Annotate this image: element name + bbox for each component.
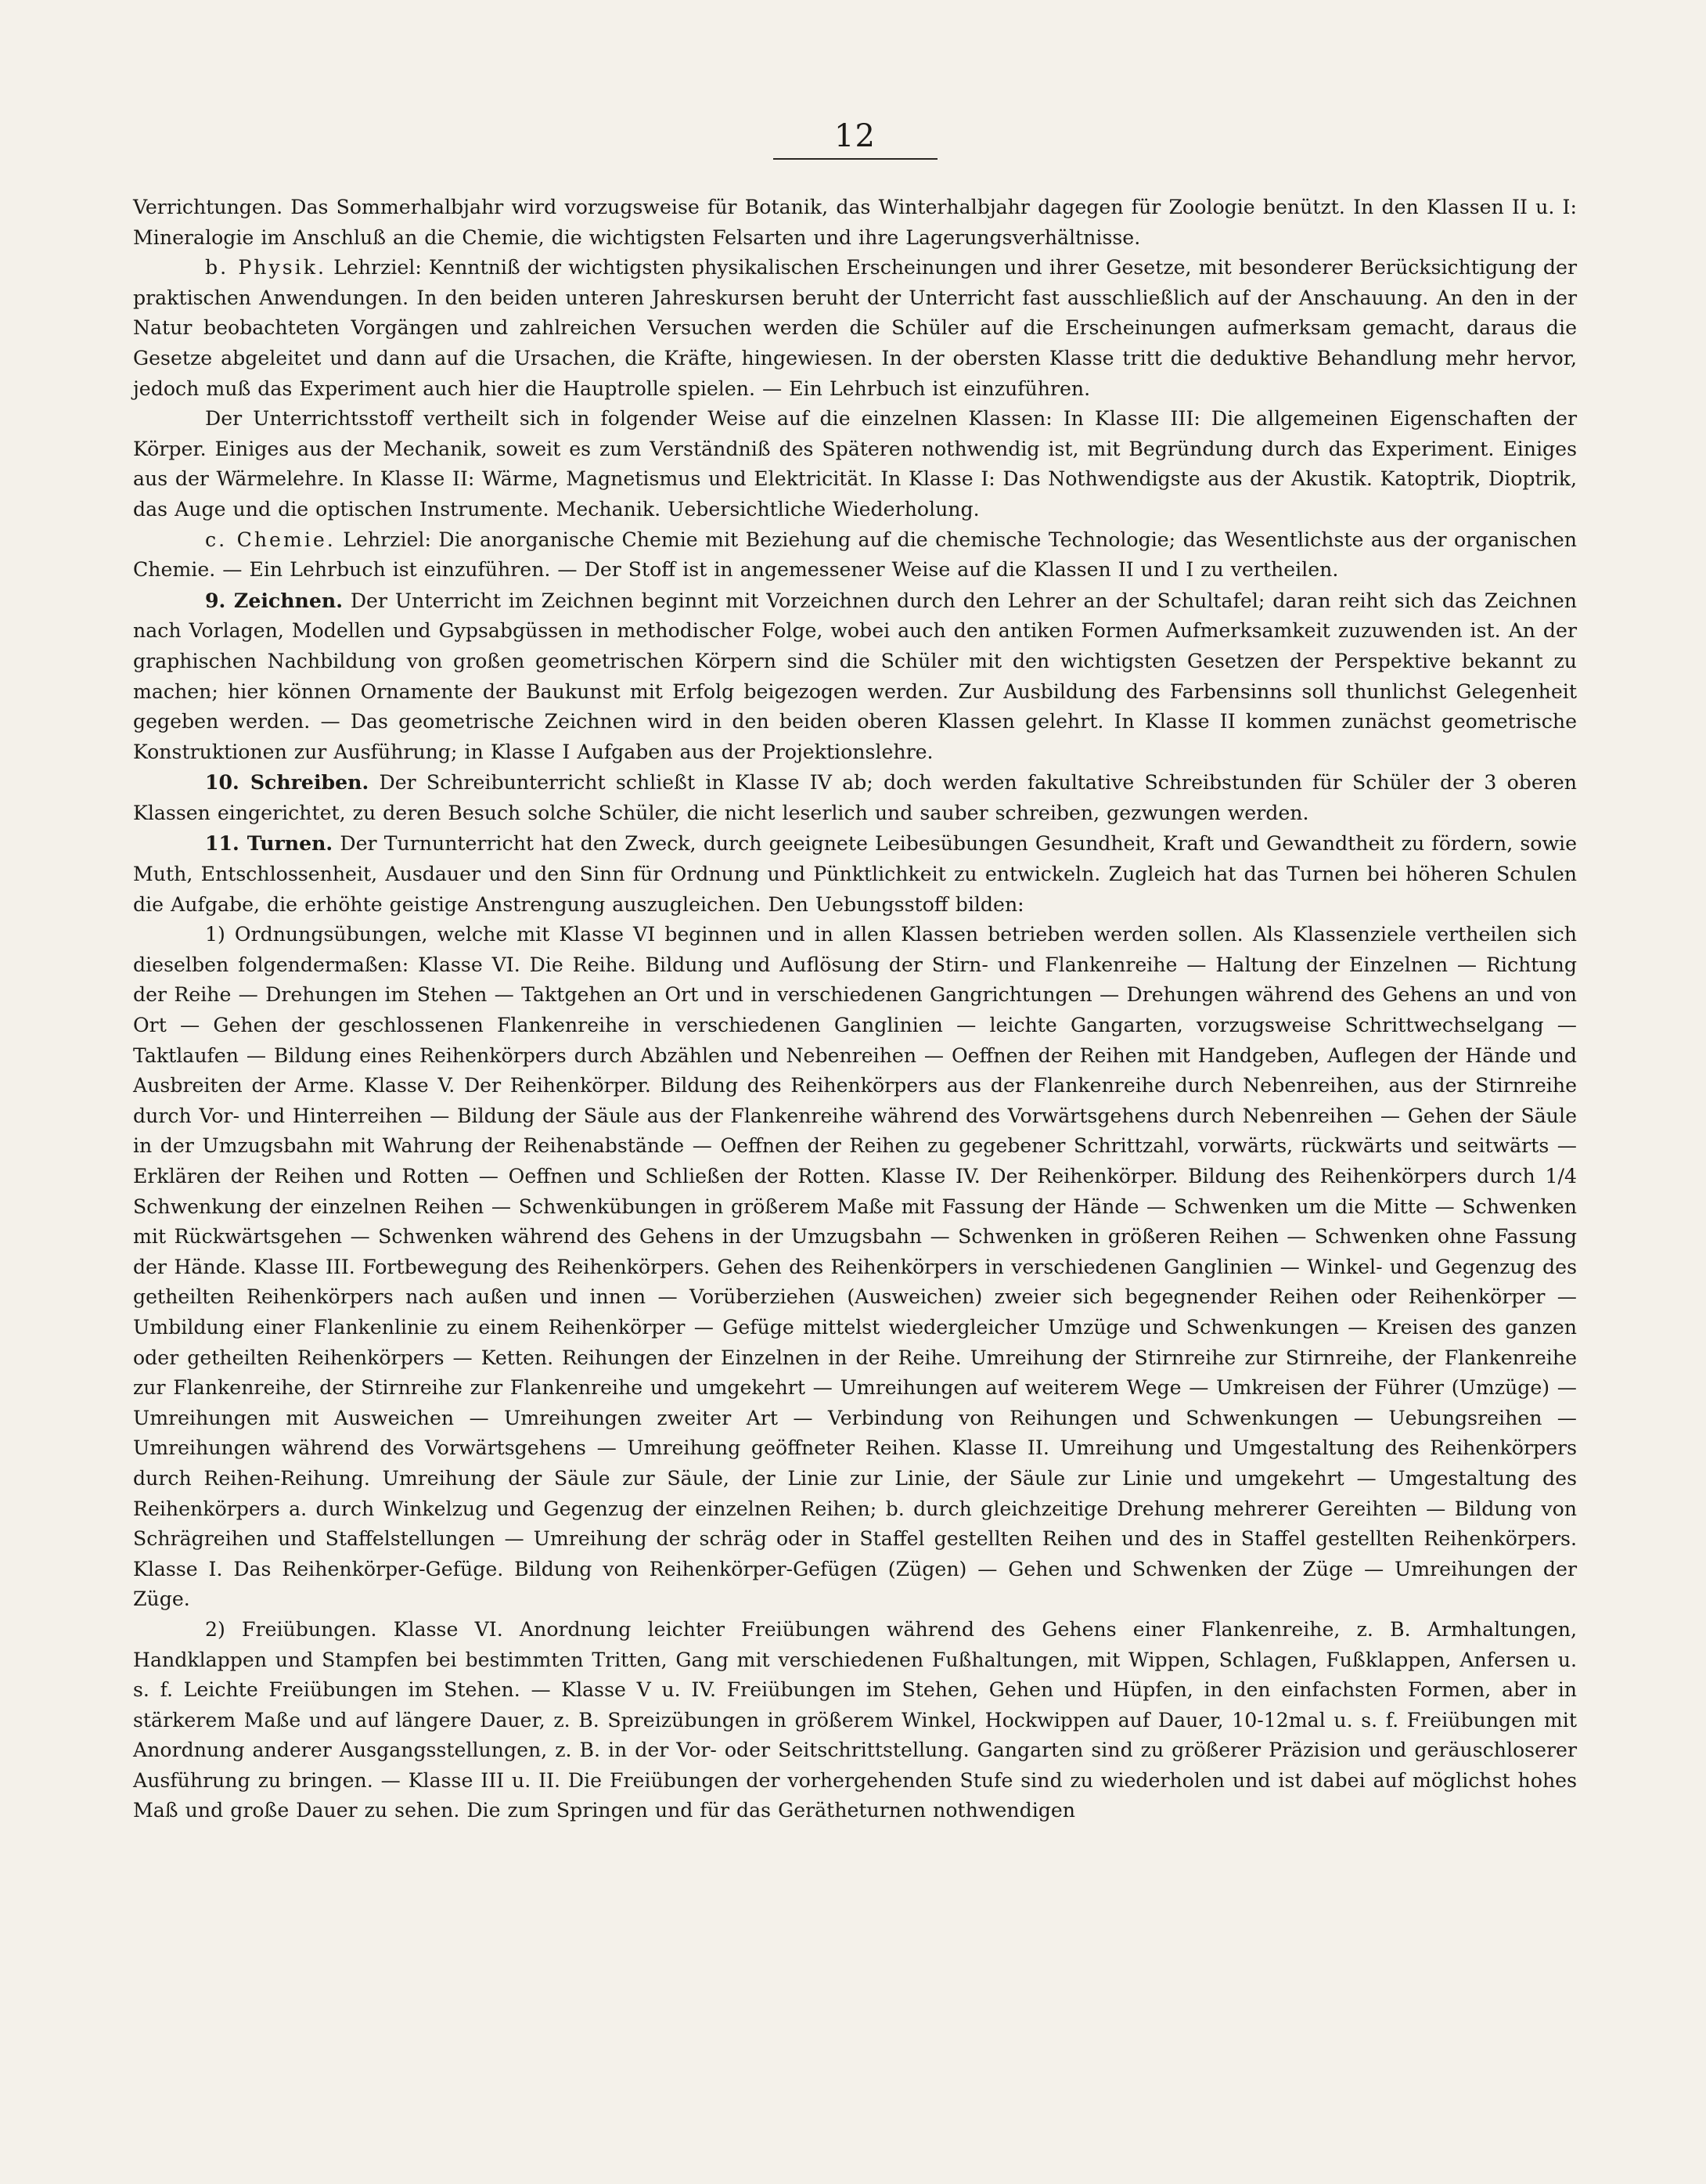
paragraph-text: 1) Ordnungsübungen, welche mit Klasse VI beginnen und in allen Klassen betrieben werden sollen. Als Klassenziele vertheilen sich dieselben folgendermaßen: Klasse VI. Die Reihe. Bildung und Auflösung der Stirn- und Flankenreihe — Haltung der Einzelnen — Richtung der Reihe — Drehungen im Stehen — Taktgehen an Ort und in verschiedenen Gangrichtungen — Drehungen während des Gehens an und von Ort — Gehen der geschlossenen Flankenreihe in verschiedenen Ganglinien — leichte Gangarten, vorzugsweise Schrittwechselgang — Taktlaufen — Bildung eines Reihenkörpers durch Abzählen und Nebenreihen — Oeffnen der Reihen mit Handgeben, Auflegen der Hände und Ausbreiten der Arme. Klasse V. Der Reihenkörper. Bildung des Reihenkörpers aus der Flankenreihe durch Nebenreihen, aus der Stirnreihe durch Vor- und Hinterreihen — Bildung der Säule aus der Flankenreihe während des Vorwärtsgehens durch Nebenreihen — Gehen der Säule in der Umzugsbahn mit Wahrung der Reihenabstände — Oeffnen der Reihen zu gegebener Schrittzahl, vorwärts, rückwärts und seitwärts — Erklären der Reihen und Rotten — Oeffnen und Schließen der Rotten. Klasse IV. Der Reihenkörper. Bildung des Reihenkörpers durch 1/4 Schwenkung der einzelnen Reihen — Schwenkübungen in größerem Maße mit Fassung der Hände — Schwenken um die Mitte — Schwenken mit Rückwärtsgehen — Schwenken während des Gehens in der Umzugsbahn — Schwenken in größeren Reihen — Schwenken ohne Fassung der Hände. Klasse III. Fortbewegung des Reihenkörpers. Gehen des Reihenkörpers in verschiedenen Ganglinien — Winkel- und Gegenzug des getheilten Reihenkörpers nach außen und innen — Vorüberziehen (Ausweichen) zweier sich begegnender Reihen oder Reihenkörper — Umbildung einer Flankenlinie zu einem Reihenkörper — Gefüge mittelst wiedergleicher Umzüge und Schwenkungen — Kreisen des ganzen oder getheilten Reihenkörpers — Ketten. Reihungen der Einzelnen in der Reihe. Umreihung der Stirnreihe zur Stirnreihe, der Flankenreihe zur Flankenreihe, der Stirnreihe zur Flankenreihe und umgekehrt — Umreihungen auf weiterem Wege — Umkreisen der Führer (Umzüge) — Umreihungen mit Ausweichen — Umreihungen zweiter Art — Verbindung von Reihungen und Schwenkungen — Uebungsreihen — Umreihungen während des Vorwärtsgehens — Umreihung geöffneter Reihen. Klasse II. Umreihung und Umgestaltung des Reihenkörpers durch Reihen-Reihung. Umreihung der Säule zur Säule, der Linie zur Linie, der Säule zur Linie und umgekehrt — Umgestaltung des Reihenkörpers a. durch Winkelzug und Gegenzug der einzelnen Reihen; b. durch gleichzeitige Drehung mehrerer Gereihten — Bildung von Schrägreihen und Staffelstellungen — Umreihung der schräg oder in Staffel gestellten Reihen und des in Staffel gestellten Reihenkörpers. Klasse I. Das Reihenkörper-Gefüge. Bildung von Reihenkörper-Gefügen (Zügen) — Gehen und Schwenken der Züge — Umreihungen der Züge.	[133, 923, 1577, 1611]
section-heading-turnen: 11. Turnen.	[205, 831, 333, 856]
page-number: 12	[834, 118, 876, 154]
paragraph-physik	[133, 253, 1577, 404]
paragraph-ordnungsuebungen	[133, 920, 1577, 1615]
paragraph-chemie	[133, 525, 1577, 586]
paragraph-turnen	[133, 828, 1577, 920]
paragraph-text: Der Turnunterricht hat den Zweck, durch geeignete Leibesübungen Gesundheit, Kraft und Gewandtheit zu fördern, sowie Muth, Entschlossenheit, Ausdauer und den Sinn für Ordnung und Pünktlichkeit zu entwickeln. Zugleich hat das Turnen bei höheren Schulen die Aufgabe, die erhöhte geistige Anstrengung auszugleichen. Den Uebungsstoff bilden:	[133, 832, 1577, 916]
paragraph-text: Der Schreibunterricht schließt in Klasse IV ab; doch werden fakultative Schreibstunden für Schüler der 3 oberen Klassen eingerichtet, zu deren Besuch solche Schüler, die nicht leserlich und sauber schreiben, gezwungen werden.	[133, 771, 1577, 824]
paragraph-text: Der Unterrichtsstoff vertheilt sich in folgender Weise auf die einzelnen Klassen: In Klasse III: Die allgemeinen Eigenschaften der Körper. Einiges aus der Mechanik, soweit es zum Verständniß des Späteren nothwendig ist, mit Begründung durch das Experiment. Einiges aus der Wärmelehre. In Klasse II: Wärme, Magnetismus und Elektricität. In Klasse I: Das Nothwendigste aus der Akustik. Katoptrik, Dioptrik, das Auge und die optischen Instrumente. Mechanik. Uebersichtliche Wiederholung.	[133, 407, 1577, 521]
paragraph-zeichnen	[133, 586, 1577, 768]
paragraph-freiuebungen	[133, 1615, 1577, 1826]
paragraph-text: Lehrziel: Kenntniß der wichtigsten physikalischen Erscheinungen und ihrer Gesetze, mit besonderer Berücksichtigung der praktischen Anwendungen. In den beiden unteren Jahreskursen beruht der Unterricht fast ausschließlich auf der Anschauung. An den in der Natur beobachteten Vorgängen und zahlreichen Versuchen werden die Schüler auf die Erscheinungen aufmerksam gemacht, daraus die Gesetze abgeleitet und dann auf die Ursachen, die Kräfte, hingewiesen. In der obersten Klasse tritt die deduktive Behandlung mehr hervor, jedoch muß das Experiment auch hier die Hauptrolle spielen. — Ein Lehrbuch ist einzuführen.	[133, 256, 1577, 400]
paragraph-unterrichtsstoff	[133, 404, 1577, 524]
section-label-physik: b. Physik.	[205, 256, 326, 279]
paragraph-text: 2) Freiübungen. Klasse VI. Anordnung leichter Freiübungen während des Gehens einer Flankenreihe, z. B. Armhaltungen, Handklappen und Stampfen bei bestimmten Tritten, Gang mit verschiedenen Fußhaltungen, mit Wippen, Schlagen, Fußklappen, Anfersen u. s. f. Leichte Freiübungen im Stehen. — Klasse V u. IV. Freiübungen im Stehen, Gehen und Hüpfen, in den einfachsten Formen, aber in stärkerem Maße und auf längere Dauer, z. B. Spreizübungen in größerem Winkel, Hockwippen auf Dauer, 10-12mal u. s. f. Freiübungen mit Anordnung anderer Ausgangsstellungen, z. B. in der Vor- oder Seitschrittstellung. Gangarten sind zu größerer Präzision und geräuschloserer Ausführung zu bringen. — Klasse III u. II. Die Freiübungen der vorhergehenden Stufe sind zu wiederholen und ist dabei auf möglichst hohes Maß und große Dauer zu sehen. Die zum Springen und für das Gerätheturnen nothwendigen	[133, 1617, 1577, 1822]
paragraph-text: Der Unterricht im Zeichnen beginnt mit Vorzeichnen durch den Lehrer an der Schultafel; daran reiht sich das Zeichnen nach Vorlagen, Modellen und Gypsabgüssen in methodischer Folge, wobei auch den antiken Formen Aufmerksamkeit zuzuwenden ist. An der graphischen Nachbildung von großen geometrischen Körpern sind die Schüler mit den wichtigsten Gesetzen der Perspektive bekannt zu machen; hier können Ornamente der Baukunst mit Erfolg beigezogen werden. Zur Ausbildung des Farbensinns soll thunlichst Gelegenheit gegeben werden. — Das geometrische Zeichnen wird in den beiden oberen Klassen gelehrt. In Klasse II kommen zunächst geometrische Konstruktionen zur Ausführung; in Klasse I Aufgaben aus der Projektionslehre.	[133, 589, 1577, 763]
paragraph-text: Verrichtungen. Das Sommerhalbjahr wird vorzugsweise für Botanik, das Winterhalbjahr dagegen für Zoologie benützt. In den Klassen II u. I: Mineralogie im Anschluß an die Chemie, die wichtigsten Felsarten und ihre Lagerungsverhältnisse.	[133, 196, 1577, 249]
paragraph-schreiben	[133, 767, 1577, 828]
section-heading-zeichnen: 9. Zeichnen.	[205, 588, 343, 612]
paragraph-verrichtungen	[133, 193, 1577, 253]
page-number-rule	[773, 158, 938, 160]
paragraph-text: Lehrziel: Die anorganische Chemie mit Beziehung auf die chemische Technologie; das Wesentlichste aus der organischen Chemie. — Ein Lehrbuch ist einzuführen. — Der Stoff ist in angemessener Weise auf die Klassen II und I zu vertheilen.	[133, 528, 1578, 582]
section-heading-schreiben: 10. Schreiben.	[205, 770, 369, 795]
section-label-chemie: c. Chemie.	[205, 528, 336, 551]
